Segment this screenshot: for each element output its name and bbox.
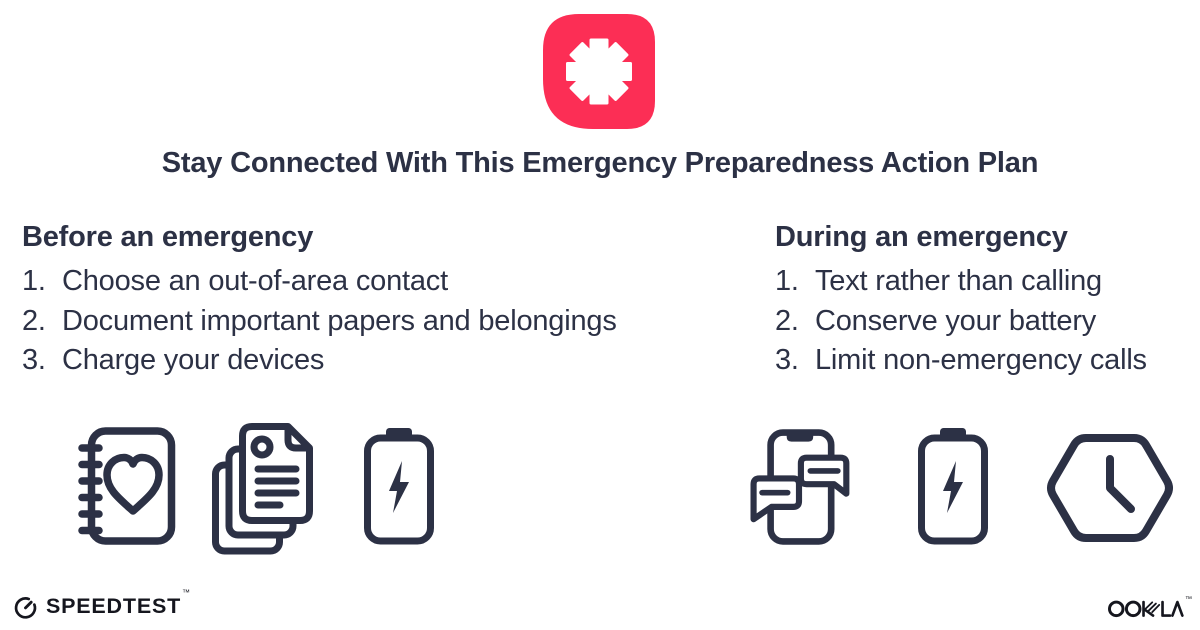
ookla-logo [1108,596,1191,620]
list-text: Choose an out-of-area contact [62,265,448,297]
important-papers-stack-icon [212,423,316,555]
list-text: Text rather than calling [815,265,1102,297]
trademark-mark: ™ [1185,596,1192,603]
list-text: Limit non-emergency calls [815,344,1147,376]
before-list [22,262,732,381]
during-list [775,262,1195,381]
list-text: Charge your devices [62,344,325,376]
during-emergency-section [775,221,1195,381]
phone-text-messages-icon [746,426,852,548]
battery-charging-icon [364,427,434,545]
list-text: Conserve your battery [815,304,1097,337]
list-number: 3. [775,344,799,376]
trademark-mark: ™ [182,588,191,597]
contact-book-heart-icon [78,427,176,545]
speedtest-logo [12,588,191,620]
list-number: 2. [775,304,799,337]
page-title: Stay Connected With This Emergency Preparedness Action Plan [161,147,1039,179]
before-heading: Before an emergency [22,221,314,253]
during-heading: During an emergency [775,221,1068,253]
ookla-wordmark-icon [1108,596,1184,620]
clock-hexagon-icon [1044,432,1176,544]
list-number: 3. [22,344,46,376]
speedtest-wordmark: SPEEDTEST™ [46,588,191,618]
list-item [775,341,1195,381]
before-emergency-section [22,221,732,381]
battery-charging-icon [918,427,988,545]
speedtest-gauge-icon [12,593,39,620]
list-number: 1. [22,265,46,297]
list-number: 1. [775,265,799,297]
emergency-asterisk-icon [543,14,655,129]
list-item [22,262,732,302]
list-item [22,341,732,381]
list-item [775,262,1195,302]
list-item [775,302,1195,342]
list-number: 2. [22,304,46,337]
list-text: Document important papers and belongings [62,304,617,337]
list-item [22,302,732,342]
